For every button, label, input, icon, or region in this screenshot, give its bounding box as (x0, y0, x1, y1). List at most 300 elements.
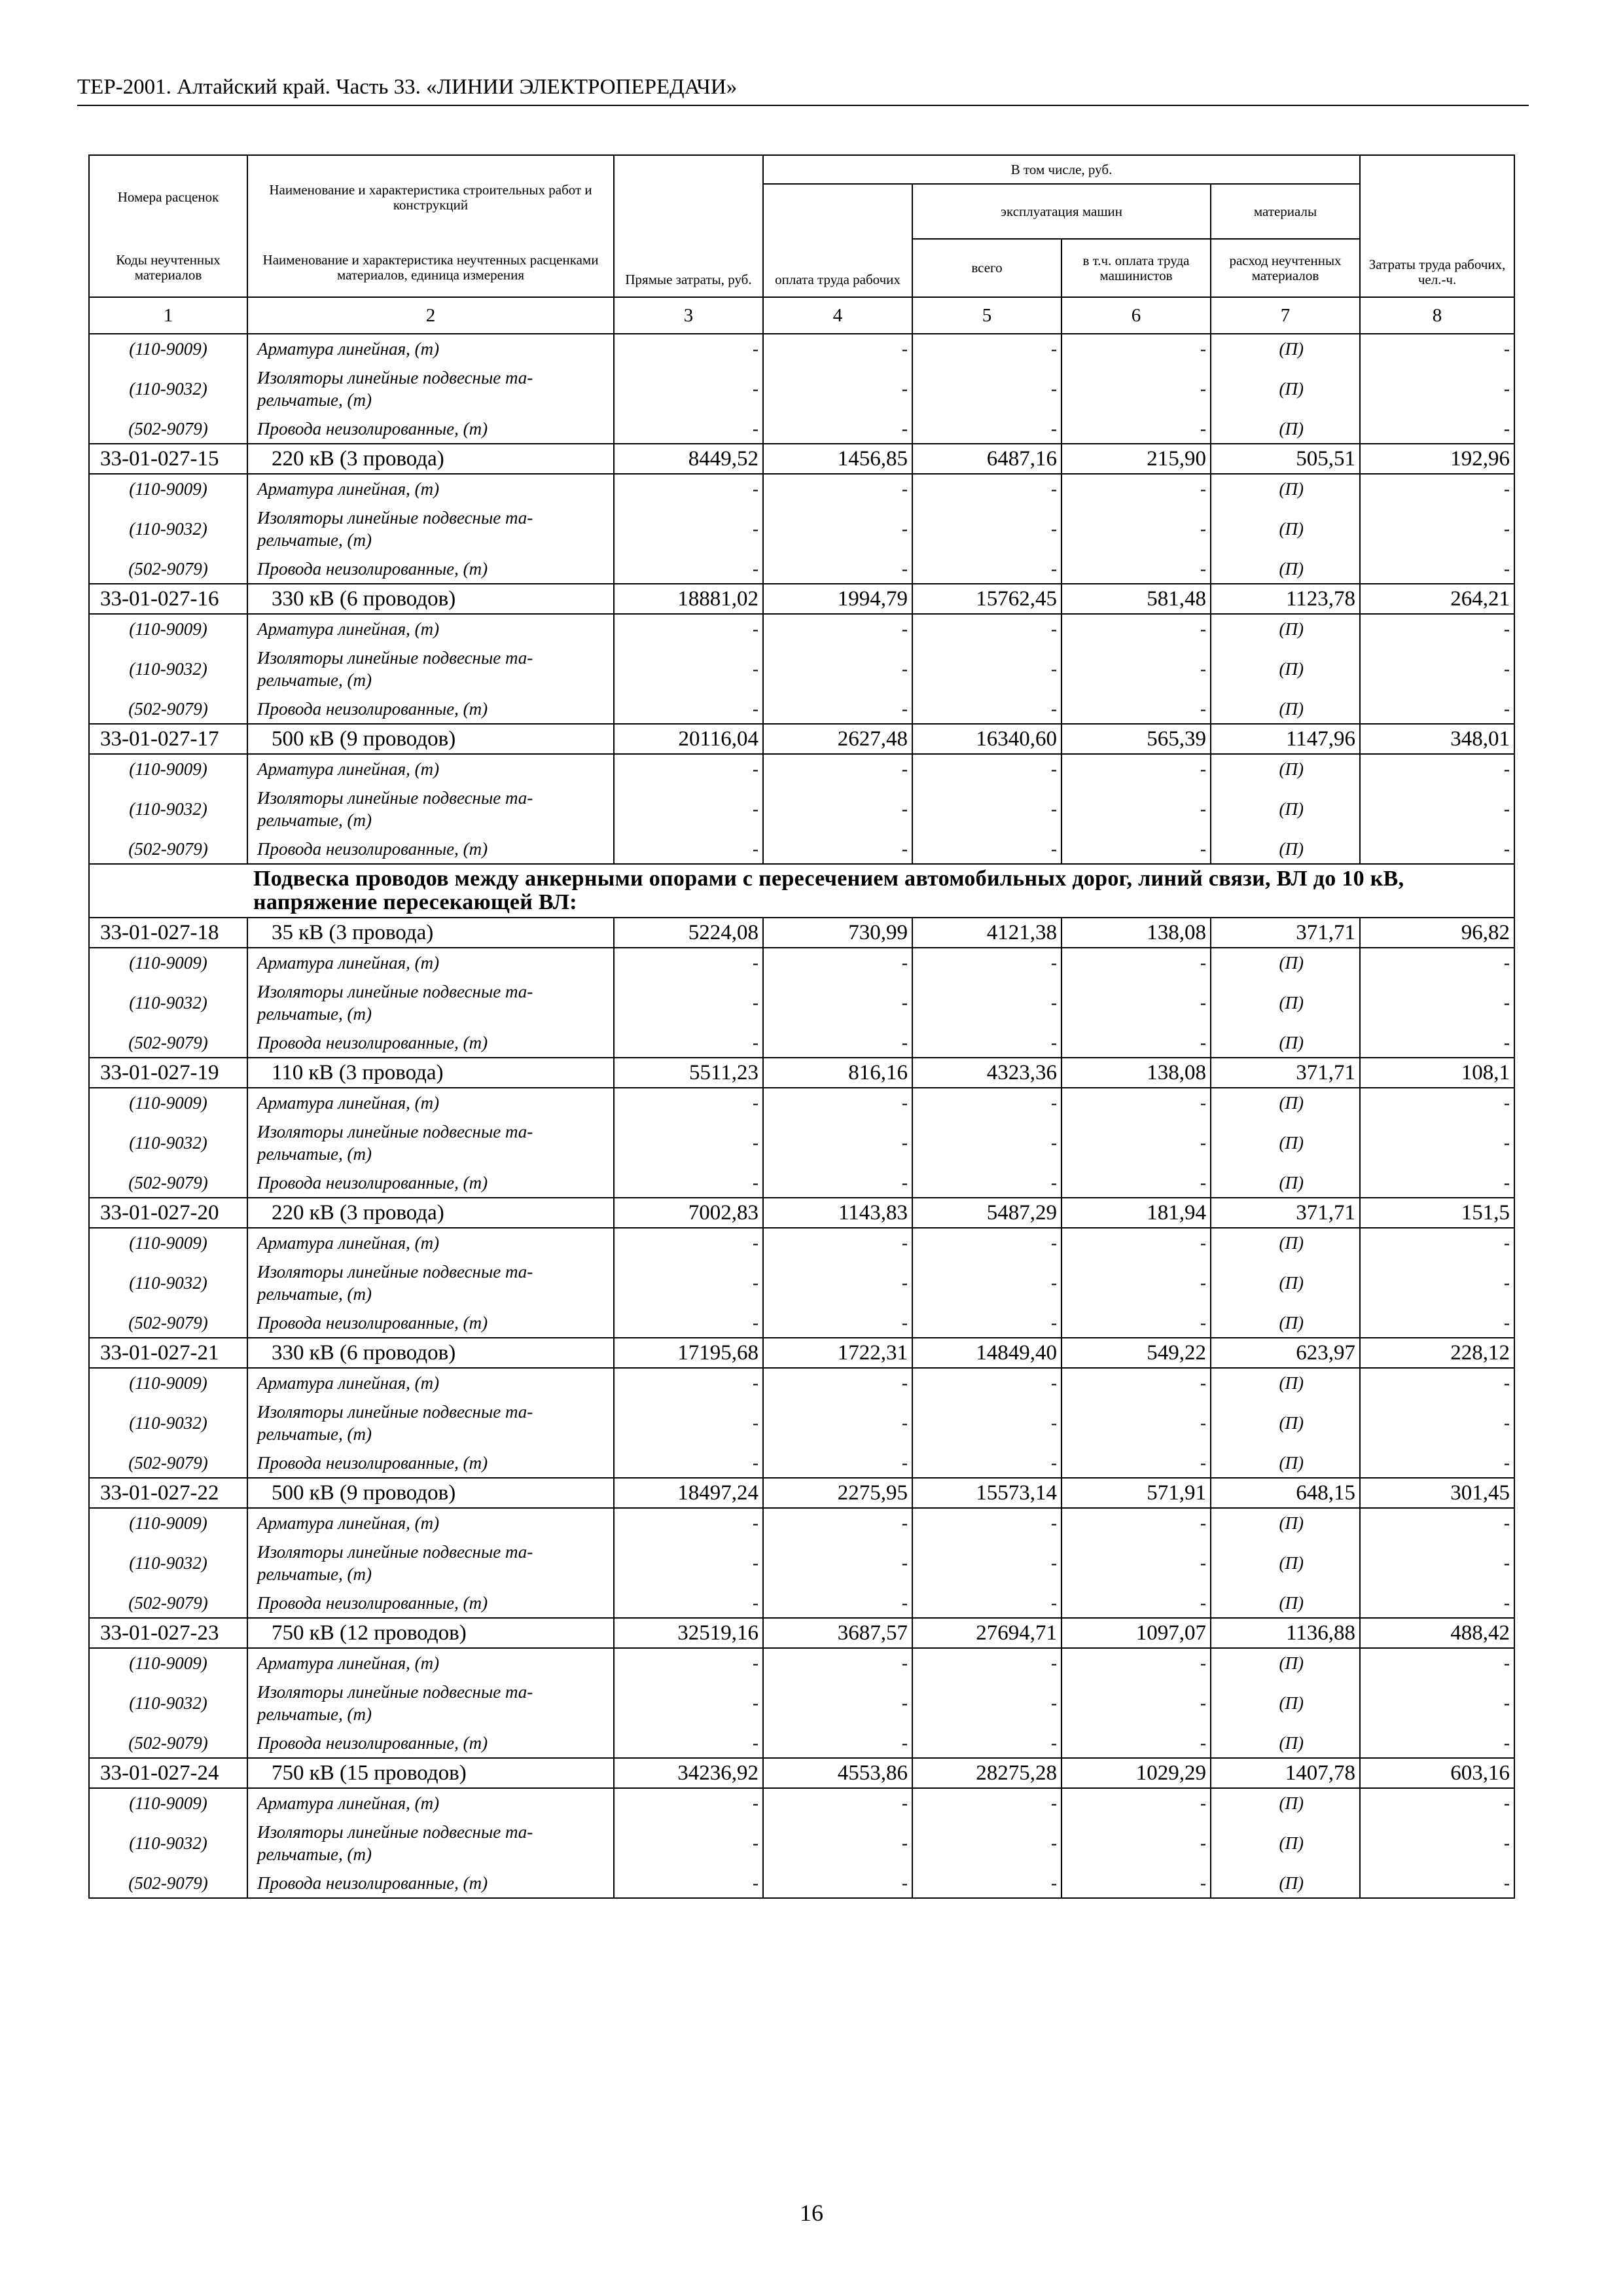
empty-value: - (912, 1368, 1061, 1397)
material-row (89, 363, 1514, 414)
material-flag (1211, 614, 1360, 643)
empty-value: - (912, 977, 1061, 1028)
empty-value: - (1360, 414, 1514, 444)
material-flag-text: (П) (1279, 993, 1304, 1013)
material-flag (1211, 474, 1360, 503)
labor-pay: 1994,79 (763, 584, 912, 614)
empty-value: - (614, 1508, 763, 1537)
material-flag (1211, 1677, 1360, 1729)
empty-value: - (614, 1448, 763, 1478)
material-flag-text: (П) (1279, 1233, 1304, 1253)
empty-value: - (763, 834, 912, 864)
material-row (89, 414, 1514, 444)
direct-costs: 17195,68 (614, 1338, 763, 1368)
material-name: Провода неизолированные, (т) (247, 834, 614, 864)
material-code: (110-9009) (89, 754, 247, 783)
material-flag (1211, 1117, 1360, 1168)
rates-table (88, 154, 1515, 1899)
material-flag (1211, 554, 1360, 584)
material-name: Арматура линейная, (т) (247, 754, 614, 783)
empty-value: - (1061, 1537, 1211, 1588)
empty-value: - (1360, 1537, 1514, 1588)
rate-code: 33-01-027-17 (89, 724, 247, 754)
material-flag-text: (П) (1279, 619, 1304, 639)
empty-value: - (1061, 1397, 1211, 1448)
empty-value: - (614, 1308, 763, 1338)
empty-value: - (1360, 1648, 1514, 1677)
material-name: Арматура линейная, (т) (247, 1508, 614, 1537)
empty-value: - (614, 1397, 763, 1448)
material-row (89, 1818, 1514, 1869)
empty-value: - (1061, 363, 1211, 414)
empty-value: - (1360, 834, 1514, 864)
empty-value: - (763, 1537, 912, 1588)
empty-value: - (1360, 1257, 1514, 1308)
machines-total: 6487,16 (912, 444, 1061, 474)
material-name: Изоляторы линейные подвесные та-рельчатые, (т) (247, 1818, 614, 1869)
material-flag (1211, 1537, 1360, 1588)
machines-total: 4121,38 (912, 918, 1061, 948)
material-name: Арматура линейная, (т) (247, 1368, 614, 1397)
materials-cost: 1123,78 (1211, 584, 1360, 614)
material-code: (110-9009) (89, 1368, 247, 1397)
empty-value: - (763, 414, 912, 444)
operators-pay: 549,22 (1061, 1338, 1211, 1368)
labor-hours: 348,01 (1360, 724, 1514, 754)
material-row (89, 614, 1514, 643)
header-including: В том числе, руб. (763, 155, 1360, 184)
empty-value: - (614, 977, 763, 1028)
empty-value: - (912, 1448, 1061, 1478)
materials-cost: 1147,96 (1211, 724, 1360, 754)
material-name: Арматура линейная, (т) (247, 334, 614, 363)
material-flag (1211, 1397, 1360, 1448)
empty-value: - (763, 694, 912, 724)
empty-value: - (1360, 554, 1514, 584)
empty-value: - (1360, 1818, 1514, 1869)
material-code: (110-9032) (89, 1117, 247, 1168)
empty-value: - (763, 1648, 912, 1677)
material-flag-text: (П) (1279, 1033, 1304, 1052)
material-name: Изоляторы линейные подвесные та-рельчатые, (т) (247, 1117, 614, 1168)
empty-value: - (1360, 363, 1514, 414)
empty-value: - (614, 1869, 763, 1898)
material-flag (1211, 1729, 1360, 1758)
material-flag-text: (П) (1279, 1373, 1304, 1393)
empty-value: - (912, 643, 1061, 694)
empty-value: - (1360, 754, 1514, 783)
empty-value: - (912, 834, 1061, 864)
empty-value: - (1360, 1677, 1514, 1729)
material-name: Арматура линейная, (т) (247, 1088, 614, 1117)
column-number: 4 (763, 297, 912, 334)
materials-cost: 623,97 (1211, 1338, 1360, 1368)
material-flag (1211, 1308, 1360, 1338)
material-name: Изоляторы линейные подвесные та-рельчатые, (т) (247, 783, 614, 834)
empty-value: - (763, 977, 912, 1028)
operators-pay: 1097,07 (1061, 1618, 1211, 1648)
machines-total: 27694,71 (912, 1618, 1061, 1648)
empty-value: - (1061, 1088, 1211, 1117)
material-flag-text: (П) (1279, 839, 1304, 859)
material-code: (110-9032) (89, 1257, 247, 1308)
empty-value: - (1061, 1788, 1211, 1818)
empty-value: - (763, 1308, 912, 1338)
empty-value: - (1061, 1228, 1211, 1257)
machines-total: 16340,60 (912, 724, 1061, 754)
empty-value: - (614, 834, 763, 864)
empty-value: - (614, 1788, 763, 1818)
material-flag (1211, 1869, 1360, 1898)
material-code: (110-9009) (89, 474, 247, 503)
empty-value: - (1360, 1588, 1514, 1618)
operators-pay: 181,94 (1061, 1198, 1211, 1228)
column-number: 1 (89, 297, 247, 334)
empty-value: - (1360, 1869, 1514, 1898)
empty-value: - (614, 1588, 763, 1618)
empty-value: - (1061, 414, 1211, 444)
rate-row (89, 1478, 1514, 1508)
material-flag-text: (П) (1279, 953, 1304, 973)
material-code: (502-9079) (89, 1028, 247, 1058)
materials-cost: 648,15 (1211, 1478, 1360, 1508)
labor-pay: 816,16 (763, 1058, 912, 1088)
material-flag (1211, 1088, 1360, 1117)
empty-value: - (1061, 554, 1211, 584)
empty-value: - (1061, 1588, 1211, 1618)
material-flag (1211, 1368, 1360, 1397)
labor-pay: 4553,86 (763, 1758, 912, 1788)
empty-value: - (763, 1788, 912, 1818)
empty-value: - (614, 614, 763, 643)
material-code: (502-9079) (89, 554, 247, 584)
direct-costs: 8449,52 (614, 444, 763, 474)
material-row (89, 643, 1514, 694)
material-code: (502-9079) (89, 694, 247, 724)
empty-value: - (614, 1117, 763, 1168)
empty-value: - (1061, 754, 1211, 783)
material-name: Провода неизолированные, (т) (247, 1588, 614, 1618)
material-row (89, 554, 1514, 584)
material-row (89, 948, 1514, 977)
empty-value: - (912, 1588, 1061, 1618)
direct-costs: 34236,92 (614, 1758, 763, 1788)
material-flag-text: (П) (1279, 1413, 1304, 1433)
material-row (89, 1397, 1514, 1448)
rate-row (89, 1758, 1514, 1788)
empty-value: - (1360, 694, 1514, 724)
material-name: Изоляторы линейные подвесные та-рельчатые, (т) (247, 1257, 614, 1308)
empty-value: - (1061, 1257, 1211, 1308)
direct-costs: 18497,24 (614, 1478, 763, 1508)
empty-value: - (763, 1397, 912, 1448)
rate-row (89, 724, 1514, 754)
operators-pay: 138,08 (1061, 1058, 1211, 1088)
empty-value: - (1360, 1228, 1514, 1257)
rate-code: 33-01-027-19 (89, 1058, 247, 1088)
material-name: Провода неизолированные, (т) (247, 1448, 614, 1478)
material-flag (1211, 783, 1360, 834)
empty-value: - (912, 1397, 1061, 1448)
empty-value: - (1360, 1508, 1514, 1537)
materials-cost: 505,51 (1211, 444, 1360, 474)
section-heading-row (89, 864, 1514, 918)
material-flag (1211, 414, 1360, 444)
empty-value: - (763, 334, 912, 363)
empty-value: - (1061, 1648, 1211, 1677)
empty-value: - (1061, 1308, 1211, 1338)
material-flag-text: (П) (1279, 519, 1304, 539)
material-code: (110-9032) (89, 1537, 247, 1588)
empty-value: - (912, 1648, 1061, 1677)
material-name: Изоляторы линейные подвесные та-рельчатые, (т) (247, 363, 614, 414)
material-code: (110-9032) (89, 643, 247, 694)
empty-value: - (912, 334, 1061, 363)
empty-value: - (763, 1588, 912, 1618)
material-name: Арматура линейная, (т) (247, 948, 614, 977)
materials-cost: 371,71 (1211, 1198, 1360, 1228)
empty-value: - (912, 1308, 1061, 1338)
empty-value: - (763, 503, 912, 554)
material-flag-text: (П) (1279, 1873, 1304, 1893)
rate-name: 330 кВ (6 проводов) (247, 584, 614, 614)
rate-name: 500 кВ (9 проводов) (247, 1478, 614, 1508)
labor-hours: 108,1 (1360, 1058, 1514, 1088)
material-name: Арматура линейная, (т) (247, 1648, 614, 1677)
empty-value: - (614, 503, 763, 554)
header-material-names: Наименование и характеристика неучтенных расценками материалов, единица измерения (247, 239, 614, 297)
header-material-codes: Коды неучтенных материалов (89, 239, 247, 297)
material-flag-text: (П) (1279, 1313, 1304, 1333)
rate-code: 33-01-027-22 (89, 1478, 247, 1508)
empty-value: - (614, 754, 763, 783)
labor-hours: 603,16 (1360, 1758, 1514, 1788)
empty-value: - (763, 1228, 912, 1257)
running-header: ТЕР-2001. Алтайский край. Часть 33. «ЛИНИИ ЭЛЕКТРОПЕРЕДАЧИ» (77, 71, 1529, 106)
empty-value: - (763, 1257, 912, 1308)
material-row (89, 1308, 1514, 1338)
material-flag-text: (П) (1279, 1733, 1304, 1753)
column-number: 2 (247, 297, 614, 334)
empty-value: - (912, 1869, 1061, 1898)
header-direct-costs: Прямые затраты, руб. (614, 155, 763, 297)
empty-value: - (912, 1028, 1061, 1058)
empty-value: - (912, 614, 1061, 643)
empty-value: - (912, 503, 1061, 554)
header-machine-operation: эксплуатация машин (912, 184, 1211, 239)
material-flag-text: (П) (1279, 419, 1304, 439)
direct-costs: 18881,02 (614, 584, 763, 614)
operators-pay: 581,48 (1061, 584, 1211, 614)
table-body (89, 334, 1514, 1898)
operators-pay: 215,90 (1061, 444, 1211, 474)
material-row (89, 1448, 1514, 1478)
material-row (89, 694, 1514, 724)
column-number: 3 (614, 297, 763, 334)
header-unaccounted-materials: расход неучтенных материалов (1211, 239, 1360, 297)
labor-pay: 1456,85 (763, 444, 912, 474)
material-row (89, 783, 1514, 834)
material-row (89, 1028, 1514, 1058)
material-name: Провода неизолированные, (т) (247, 1869, 614, 1898)
material-name: Изоляторы линейные подвесные та-рельчатые, (т) (247, 503, 614, 554)
material-code: (110-9032) (89, 977, 247, 1028)
material-flag-text: (П) (1279, 1793, 1304, 1813)
material-flag (1211, 1168, 1360, 1198)
material-row (89, 1168, 1514, 1198)
material-code: (110-9009) (89, 1228, 247, 1257)
empty-value: - (1360, 1729, 1514, 1758)
empty-value: - (1061, 783, 1211, 834)
material-flag-text: (П) (1279, 1093, 1304, 1113)
empty-value: - (912, 1117, 1061, 1168)
empty-value: - (763, 643, 912, 694)
column-number: 7 (1211, 297, 1360, 334)
material-name: Изоляторы линейные подвесные та-рельчатые, (т) (247, 977, 614, 1028)
material-row (89, 1508, 1514, 1537)
empty-value: - (614, 1168, 763, 1198)
rate-row (89, 1618, 1514, 1648)
operators-pay: 1029,29 (1061, 1758, 1211, 1788)
labor-pay: 1143,83 (763, 1198, 912, 1228)
material-name: Изоляторы линейные подвесные та-рельчатые, (т) (247, 1397, 614, 1448)
material-code: (502-9079) (89, 1168, 247, 1198)
empty-value: - (1061, 1729, 1211, 1758)
empty-value: - (912, 783, 1061, 834)
material-name: Провода неизолированные, (т) (247, 414, 614, 444)
rate-row (89, 1058, 1514, 1088)
material-name: Арматура линейная, (т) (247, 1228, 614, 1257)
rate-code: 33-01-027-18 (89, 918, 247, 948)
header-labor-pay: оплата труда рабочих (763, 184, 912, 297)
empty-value: - (1061, 1028, 1211, 1058)
rate-code: 33-01-027-24 (89, 1758, 247, 1788)
empty-value: - (912, 1537, 1061, 1588)
material-flag-text: (П) (1279, 1553, 1304, 1573)
labor-hours: 228,12 (1360, 1338, 1514, 1368)
empty-value: - (614, 694, 763, 724)
empty-value: - (912, 474, 1061, 503)
material-code: (110-9032) (89, 1677, 247, 1729)
empty-value: - (763, 1818, 912, 1869)
material-name: Арматура линейная, (т) (247, 1788, 614, 1818)
empty-value: - (912, 1818, 1061, 1869)
material-flag-text: (П) (1279, 1513, 1304, 1533)
empty-value: - (1360, 1397, 1514, 1448)
material-flag-text: (П) (1279, 1593, 1304, 1613)
empty-value: - (912, 1088, 1061, 1117)
material-name: Провода неизолированные, (т) (247, 1729, 614, 1758)
material-code: (110-9009) (89, 334, 247, 363)
material-flag (1211, 1228, 1360, 1257)
material-flag (1211, 1028, 1360, 1058)
material-row (89, 334, 1514, 363)
material-name: Изоляторы линейные подвесные та-рельчатые, (т) (247, 1537, 614, 1588)
empty-value: - (763, 614, 912, 643)
material-row (89, 1788, 1514, 1818)
empty-value: - (614, 1368, 763, 1397)
header-machines-total: всего (912, 239, 1061, 297)
material-flag-text: (П) (1279, 699, 1304, 719)
empty-value: - (1360, 1788, 1514, 1818)
material-flag-text: (П) (1279, 659, 1304, 679)
material-row (89, 1228, 1514, 1257)
empty-value: - (1061, 1677, 1211, 1729)
empty-value: - (614, 414, 763, 444)
labor-hours: 96,82 (1360, 918, 1514, 948)
material-row (89, 1368, 1514, 1397)
rate-row (89, 918, 1514, 948)
empty-value: - (1061, 1168, 1211, 1198)
empty-value: - (614, 363, 763, 414)
material-flag-text: (П) (1279, 339, 1304, 359)
material-code: (502-9079) (89, 834, 247, 864)
header-materials: материалы (1211, 184, 1360, 239)
material-code: (502-9079) (89, 1729, 247, 1758)
empty-value: - (763, 1677, 912, 1729)
material-row (89, 1257, 1514, 1308)
empty-value: - (1360, 334, 1514, 363)
material-name: Провода неизолированные, (т) (247, 554, 614, 584)
material-name: Изоляторы линейные подвесные та-рельчатые, (т) (247, 643, 614, 694)
material-row (89, 977, 1514, 1028)
rate-row (89, 1198, 1514, 1228)
rate-code: 33-01-027-15 (89, 444, 247, 474)
empty-value: - (912, 1168, 1061, 1198)
empty-value: - (614, 1257, 763, 1308)
material-code: (110-9032) (89, 503, 247, 554)
rate-name: 220 кВ (3 провода) (247, 444, 614, 474)
empty-value: - (912, 414, 1061, 444)
operators-pay: 138,08 (1061, 918, 1211, 948)
empty-value: - (912, 1677, 1061, 1729)
empty-value: - (614, 334, 763, 363)
empty-value: - (1061, 694, 1211, 724)
empty-value: - (1360, 1088, 1514, 1117)
material-code: (502-9079) (89, 414, 247, 444)
empty-value: - (614, 474, 763, 503)
empty-value: - (763, 1729, 912, 1758)
material-code: (110-9032) (89, 363, 247, 414)
rate-code: 33-01-027-23 (89, 1618, 247, 1648)
empty-value: - (763, 554, 912, 584)
material-flag (1211, 643, 1360, 694)
rate-name: 500 кВ (9 проводов) (247, 724, 614, 754)
direct-costs: 32519,16 (614, 1618, 763, 1648)
empty-value: - (1061, 614, 1211, 643)
material-flag (1211, 694, 1360, 724)
material-row (89, 1869, 1514, 1898)
empty-value: - (1061, 1818, 1211, 1869)
material-row (89, 474, 1514, 503)
header-work-name: Наименование и характеристика строительных работ и конструкций (247, 155, 614, 239)
empty-value: - (1360, 1308, 1514, 1338)
empty-value: - (912, 1788, 1061, 1818)
empty-value: - (912, 1257, 1061, 1308)
empty-value: - (614, 643, 763, 694)
material-code: (502-9079) (89, 1448, 247, 1478)
empty-value: - (614, 1088, 763, 1117)
empty-value: - (763, 1508, 912, 1537)
header-labor-hours: Затраты труда рабочих, чел.-ч. (1360, 155, 1514, 297)
empty-value: - (1360, 1028, 1514, 1058)
empty-value: - (1360, 1117, 1514, 1168)
material-code: (110-9009) (89, 614, 247, 643)
empty-value: - (763, 1168, 912, 1198)
material-code: (110-9009) (89, 1648, 247, 1677)
empty-value: - (614, 783, 763, 834)
material-flag-text: (П) (1279, 1133, 1304, 1153)
